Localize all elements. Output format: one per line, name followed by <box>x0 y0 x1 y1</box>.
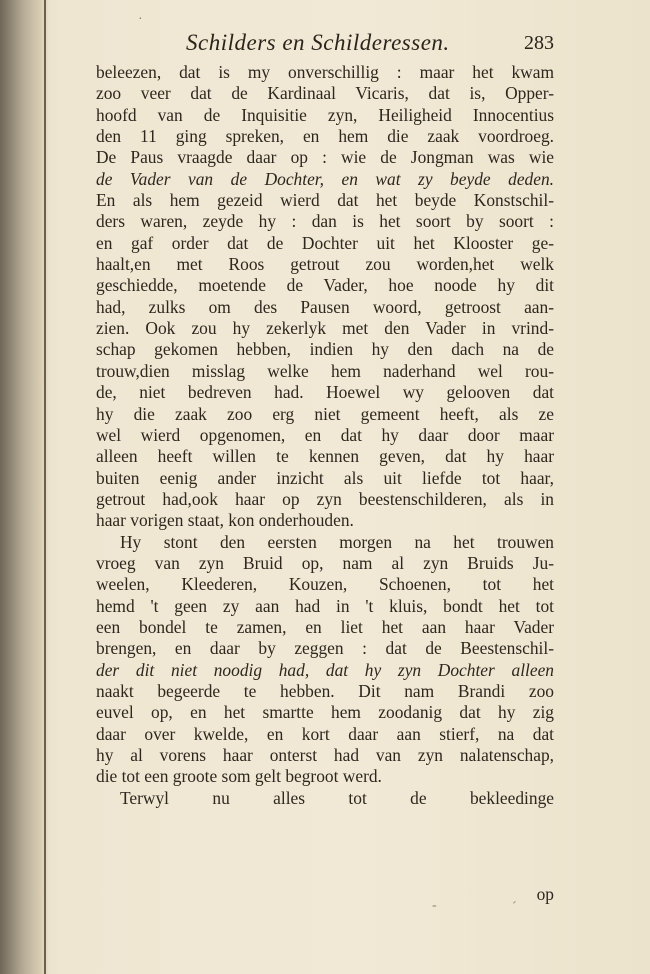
text-line: der dit niet noodig had, dat hy zyn Dochter alleen <box>96 659 554 680</box>
running-title: Schilders en Schilderessen. <box>186 30 450 55</box>
text-line: hy die zaak zoo erg niet gemeent heeft, als ze <box>96 403 554 424</box>
text-line: zoo veer dat de Kardinaal Vicaris, dat is, Opper- <box>96 83 554 104</box>
text-line: wel wierd opgenomen, en dat hy daar door maar <box>96 424 554 445</box>
text-line: Terwyl nu alles tot de bekleedinge <box>120 787 554 808</box>
text-line: beleezen, dat is my onverschillig : maar het kwam <box>96 62 554 82</box>
text-line: die tot een groote som gelt begroot werd. <box>96 766 382 787</box>
text-line: geschiedde, moetende de Vader, hoe noode hy dit <box>96 275 554 296</box>
text-line: vroeg van zyn Bruid op, nam al zyn Bruids Ju- <box>96 552 554 573</box>
text-line: had, zulks om des Pausen woord, getroost aan- <box>96 296 554 317</box>
catchword: op <box>536 884 554 904</box>
text-line: den 11 ging spreken, en hem die zaak voordroeg. <box>96 126 554 147</box>
text-line: daar over kwelde, en kort daar aan stierf, na dat <box>96 723 554 744</box>
text-line: euvel op, en het smartte hem zoodanig dat hy zig <box>96 702 554 723</box>
text-line: schap gekomen hebben, indien hy den dach na de <box>96 339 554 360</box>
text-line: buiten eenig ander inzicht als uit liefde tot haar, <box>96 467 554 488</box>
text-line: haar vorigen staat, kon onderhouden. <box>96 510 354 531</box>
text-line: hoofd van de Inquisitie zyn, Heiligheid Innocentius <box>96 104 554 125</box>
ink-speck: - <box>432 898 437 913</box>
text-line: brengen, en daar by zeggen : dat de Beestenschil- <box>96 638 554 659</box>
ink-speck: ´ <box>512 900 517 915</box>
body-text <box>96 62 554 809</box>
text-line: de, niet bedreven had. Hoewel wy gelooven dat <box>96 382 554 403</box>
page-number: 283 <box>524 32 554 54</box>
text-line: De Paus vraagde daar op : wie de Jongman was wie <box>96 147 554 168</box>
text-line: getrout had,ook haar op zyn beestenschilderen, als in <box>96 488 554 509</box>
text-line: weelen, Kleederen, Kouzen, Schoenen, tot het <box>96 574 554 595</box>
text-line: Hy stont den eersten morgen na het trouwen <box>120 531 554 552</box>
page-header <box>96 30 554 60</box>
spine-edge <box>44 0 46 974</box>
text-line: haalt,en met Roos getrout zou worden,het welk <box>96 254 554 275</box>
text-line: ders waren, zeyde hy : dan is het soort by soort : <box>96 211 554 232</box>
text-line: alleen heeft willen te kennen geven, dat hy haar <box>96 446 554 467</box>
text-line: naakt begeerde te hebben. Dit nam Brandi zoo <box>96 680 554 701</box>
text-line: een bondel te zamen, en liet het aan haar Vader <box>96 616 554 637</box>
text-line: en gaf order dat de Dochter uit het Klooster ge- <box>96 232 554 253</box>
text-line: hemd 't geen zy aan had in 't kluis, bondt het tot <box>96 595 554 616</box>
ink-speck: · <box>138 12 143 27</box>
book-gutter <box>0 0 48 974</box>
text-line: hy al vorens haar onterst had van zyn nalatenschap, <box>96 745 554 765</box>
text-line: trouw,dien misslag welke hem naderhand wel rou- <box>96 360 554 381</box>
text-line: de Vader van de Dochter, en wat zy beyde deden. <box>96 168 554 189</box>
text-line: zien. Ook zou hy zekerlyk met den Vader in vrind- <box>96 318 554 339</box>
text-line: En als hem gezeid wierd dat het beyde Konstschil- <box>96 190 554 211</box>
